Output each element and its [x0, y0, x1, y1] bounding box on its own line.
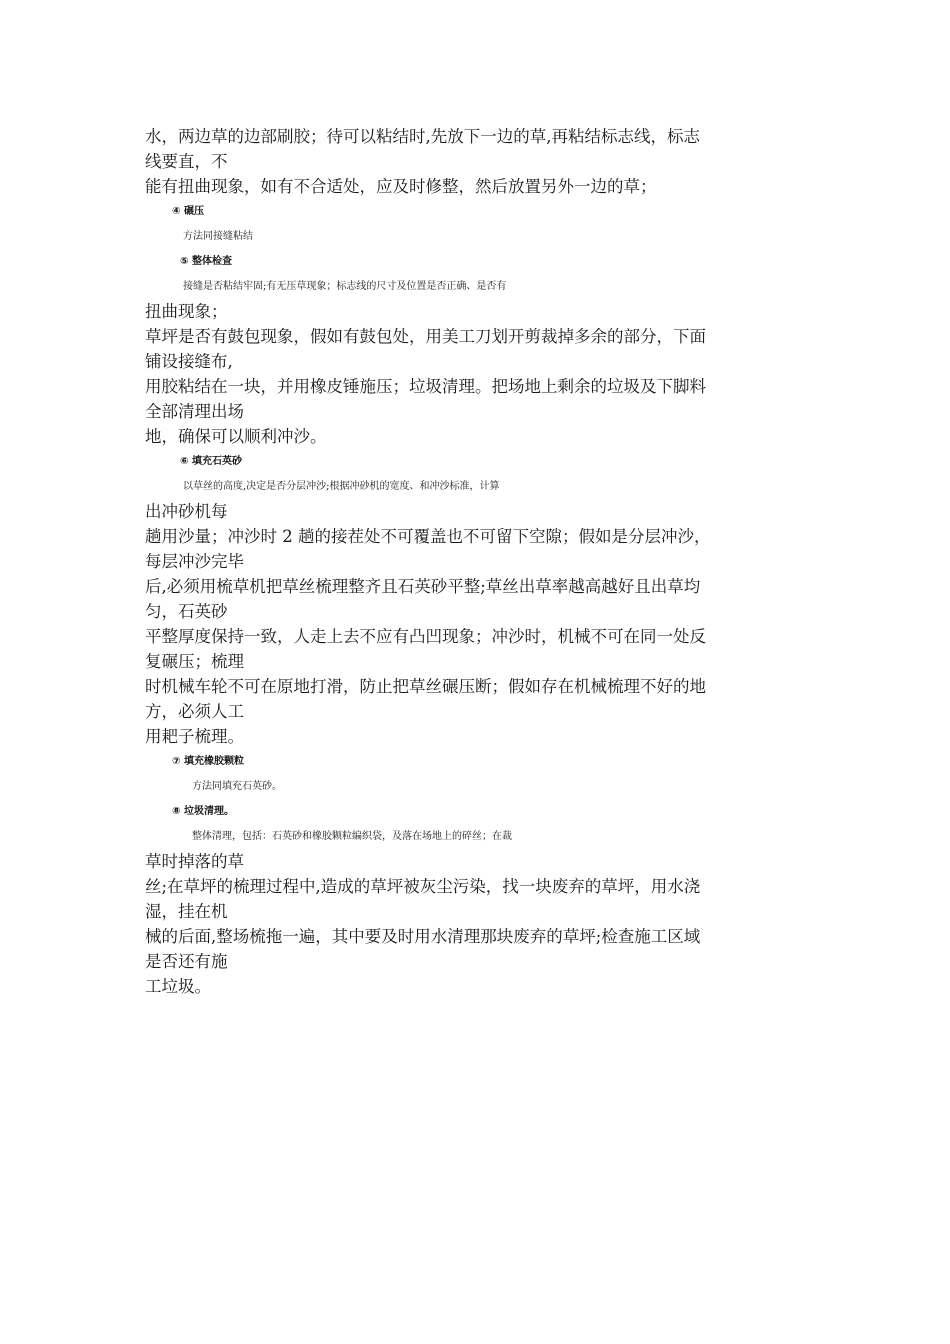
body-text-line: 匀，石英砂 — [145, 602, 228, 621]
body-text-line: 后,必须用梳草机把草丝梳理整齐且石英砂平整;草丝出草率越高越好且出草均 — [145, 577, 701, 596]
body-text-line: 复碾压；梳理 — [145, 652, 244, 671]
body-text-line: 地，确保可以顺利冲沙。 — [145, 427, 327, 446]
body-text-line: 用耙子梳理。 — [145, 727, 244, 746]
section-heading-fill-rubber-granules: ⑦ 填充橡胶颗粒 — [172, 756, 244, 767]
body-text-line: 草时掉落的草 — [145, 852, 244, 871]
section-heading-fill-quartz-sand: ⑥ 填充石英砂 — [180, 456, 242, 467]
body-text-line: 湿，挂在机 — [145, 902, 228, 921]
body-text-line: 全部清理出场 — [145, 402, 244, 421]
section-heading-compaction: ④ 碾压 — [172, 206, 204, 217]
body-text-line: 线要直，不 — [145, 152, 228, 171]
body-text-line: 扭曲现象； — [145, 302, 228, 321]
body-text-line: 每层冲沙完毕 — [145, 552, 244, 571]
body-text-line: 工垃圾。 — [145, 977, 211, 996]
body-text-line: 水，两边草的边部刷胶；待可以粘结时,先放下一边的草,再粘结标志线，标志 — [145, 127, 700, 146]
body-text-line: 用胶粘结在一块，并用橡皮锤施压；垃圾清理。把场地上剩余的垃圾及下脚料 — [145, 377, 706, 396]
body-text-line: 整体清理，包括：石英砂和橡胶颗粒编织袋，及落在场地上的碎丝；在裁 — [192, 831, 512, 842]
body-text-line: 方法同接缝粘结 — [183, 231, 253, 242]
body-text-line: 铺设接缝布, — [145, 352, 233, 371]
body-text-line: 草坪是否有鼓包现象，假如有鼓包处，用美工刀划开剪裁掉多余的部分，下面 — [145, 327, 706, 346]
body-text-line: 械的后面,整场梳拖一遍，其中要及时用水清理那块废弃的草坪;检查施工区域 — [145, 927, 701, 946]
section-heading-garbage-cleanup: ⑧ 垃圾清理。 — [172, 806, 234, 817]
body-text-line: 出冲砂机每 — [145, 502, 228, 521]
body-text-line: 能有扭曲现象，如有不合适处，应及时修整，然后放置另外一边的草； — [145, 177, 657, 196]
body-text-line: 平整厚度保持一致，人走上去不应有凸凹现象；冲沙时，机械不可在同一处反 — [145, 627, 706, 646]
body-text-line: 方法同填充石英砂。 — [192, 781, 282, 792]
body-text-line: 以草丝的高度,决定是否分层冲沙;根据冲砂机的宽度、和冲沙标准，计算 — [183, 481, 500, 492]
body-text-line: 是否还有施 — [145, 952, 228, 971]
body-text-line: 接缝是否粘结牢固;有无压草现象；标志线的尺寸及位置是否正确、是否有 — [183, 281, 507, 292]
section-heading-overall-inspection: ⑤ 整体检查 — [180, 256, 232, 267]
body-text-line: 趟用沙量；冲沙时 2 趟的接茬处不可覆盖也不可留下空隙；假如是分层冲沙， — [145, 527, 711, 546]
body-text-line: 方，必须人工 — [145, 702, 244, 721]
body-text-line: 时机械车轮不可在原地打滑，防止把草丝碾压断；假如存在机械梳理不好的地 — [145, 677, 706, 696]
body-text-line: 丝;在草坪的梳理过程中,造成的草坪被灰尘污染，找一块废弃的草坪，用水浇 — [145, 877, 701, 896]
